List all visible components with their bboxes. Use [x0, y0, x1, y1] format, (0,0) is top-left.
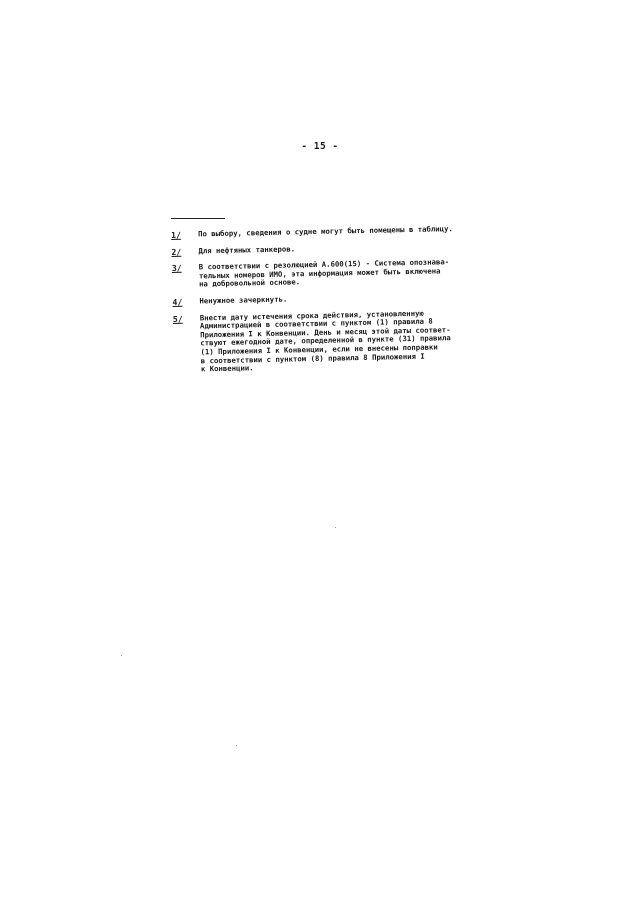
footnote-marker: 3/: [171, 262, 182, 274]
footnote-2: [171, 240, 511, 256]
page-number: - 15 -: [301, 141, 339, 152]
footnote-1: [171, 224, 511, 240]
footnote-text: Внести дату истечения срока действия, установленную Администрацией в соответствии с пунктом (1) правила 8 Приложения I к Конвенции. День и месяц этой даты соответ- ствуют ежегодной дате, определенной в пункте (31) правила (1) Приложения I к Конвенции, если не внесены поправки в соответствии с пунктом (8) правила 8 Приложения I к Конвенции.: [199, 308, 451, 374]
footnotes-list: [171, 224, 514, 383]
footnote-4: [172, 291, 512, 307]
scan-speck: [236, 745, 237, 746]
footnote-3: [172, 257, 512, 290]
footnote-marker: 2/: [171, 246, 182, 257]
footnote-marker: 5/: [172, 313, 183, 324]
footnote-marker: 4/: [172, 296, 183, 307]
footnote-5: [173, 307, 514, 374]
footnote-marker: 1/: [170, 229, 182, 240]
footnote-text: В соответствии с резолюцией А.600(15) - Система опознава- тельных номеров ИМО, эта информация может быть включена на добровольной основе.: [198, 257, 450, 289]
footnote-text: По выбору, сведения о судне могут быть помещены в таблицу.: [197, 224, 453, 239]
scan-speck: [121, 655, 122, 656]
footnote-text: Ненужное зачеркнуть.: [199, 294, 288, 306]
scan-speck: [335, 527, 336, 528]
footnote-text: Для нефтяных танкеров.: [198, 244, 296, 256]
footnote-separator: [171, 218, 225, 219]
